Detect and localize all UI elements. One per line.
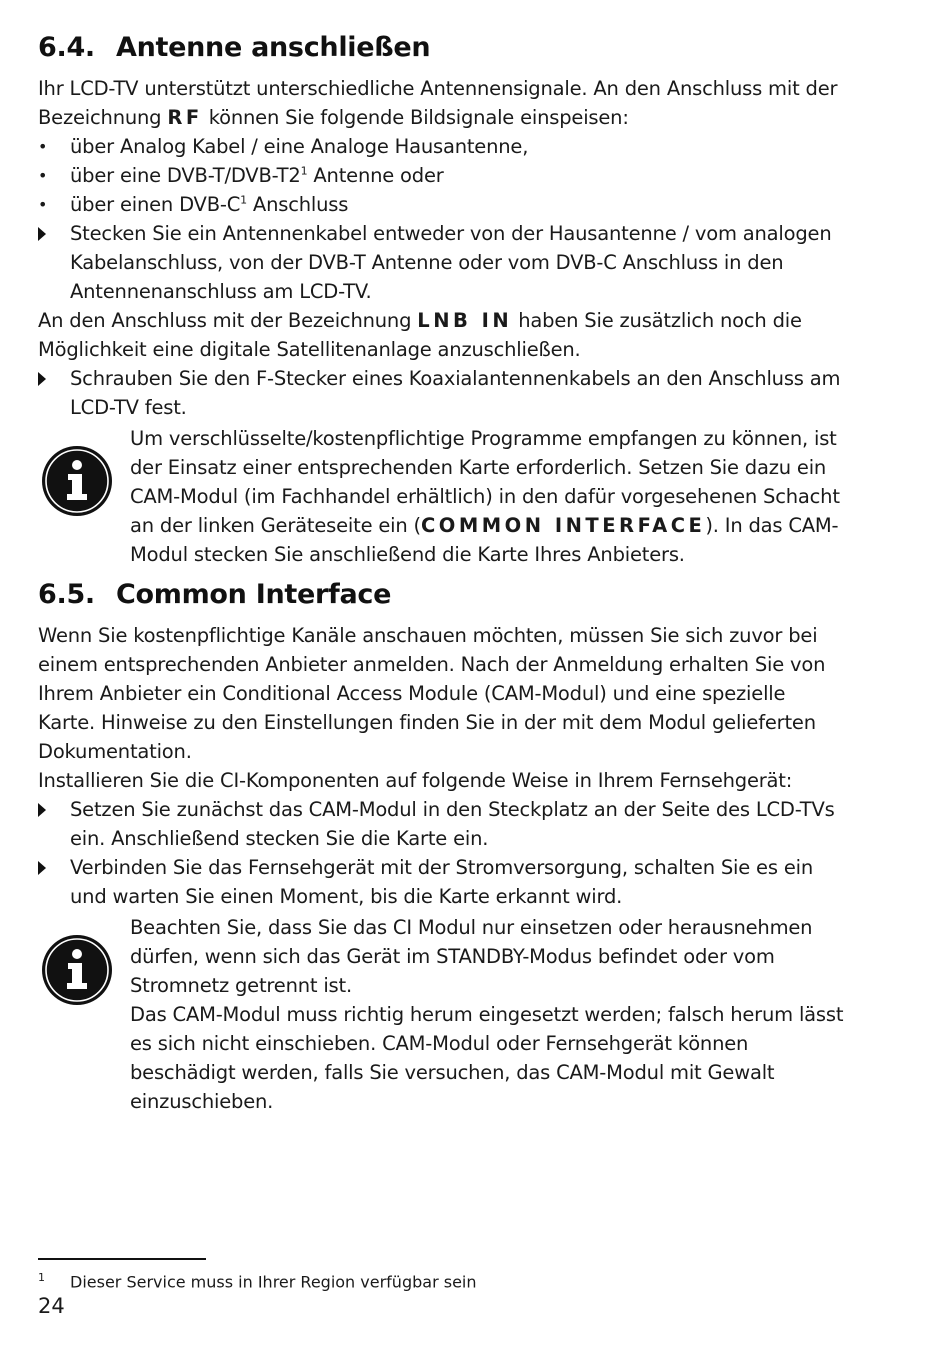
instruction-step: Setzen Sie zunächst das CAM-Modul in den Steckplatz an der Seite des LCD-TVs ein. Anschließend stecken Sie die Karte ein. xyxy=(38,795,848,853)
info-icon xyxy=(40,933,114,1007)
instruction-step: Stecken Sie ein Antennenkabel entweder von der Hausantenne / vom analogen Kabelanschluss, von der DVB-T Antenne oder vom DVB-C Anschluss in den Antennenanschluss am LCD-TV. xyxy=(38,219,848,306)
instruction-list xyxy=(38,364,848,422)
footnote-ref: 1 xyxy=(300,164,308,178)
paragraph-lnb: An den Anschluss mit der Bezeichnung LNB IN haben Sie zusätzlich noch die Möglichkeit eine digitale Satellitenanlage anzuschließen. xyxy=(38,309,802,361)
page-number: 24 xyxy=(38,1294,65,1318)
section-title: Antenne anschließen xyxy=(116,32,431,63)
note-paragraph: Beachten Sie, dass Sie das CI Modul nur einsetzen oder herausnehmen dürfen, wenn sich das Gerät im STANDBY-Modus befindet oder vom Stromnetz getrennt ist. xyxy=(130,916,813,997)
section-title: Common Interface xyxy=(116,579,392,610)
footnote-ref: 1 xyxy=(240,193,247,207)
section-heading-6-5 xyxy=(38,575,848,615)
section-number: 6.5. xyxy=(38,579,95,610)
triangle-right-icon xyxy=(38,861,46,875)
section-6-5 xyxy=(38,575,848,1116)
note-paragraph: Das CAM-Modul muss richtig herum eingesetzt werden; falsch herum lässt es sich nicht einschieben. CAM-Modul oder Fernsehgerät können beschädigt werden, falls Sie versuchen, das CAM-Modul mit Gewalt einzuschieben. xyxy=(130,1003,844,1113)
paragraph-install: Installieren Sie die CI-Komponenten auf folgende Weise in Ihrem Fernsehgerät: xyxy=(38,769,793,792)
footnote-divider xyxy=(38,1258,206,1260)
info-icon xyxy=(40,444,114,518)
footnote xyxy=(38,1266,477,1294)
list-item: • über einen DVB-$C^1$ Anschluss xyxy=(38,190,848,219)
section-number: 6.4. xyxy=(38,32,95,63)
triangle-right-icon xyxy=(38,227,46,241)
footnote-text: Dieser Service muss in Ihrer Region verfügbar sein xyxy=(70,1272,477,1292)
paragraph-intro: Wenn Sie kostenpflichtige Kanäle anschauen möchten, müssen Sie sich zuvor bei einem entsprechenden Anbieter anmelden. Nach der Anmeldung erhalten Sie von Ihrem Anbieter ein Conditional Access Module (CAM-Modul) und eine spezielle Karte. Hinweise zu den Einstellungen finden Sie in der mit dem Modul gelieferten Dokumentation. xyxy=(38,624,826,763)
instruction-step: Schrauben Sie den F-Stecker eines Koaxialantennenkabels an den Anschluss am LCD-TV fest. xyxy=(38,364,848,422)
triangle-right-icon xyxy=(38,372,46,386)
triangle-right-icon xyxy=(38,803,46,817)
footnote-mark: 1 xyxy=(38,1271,45,1284)
common-interface-label: COMMON INTERFACE xyxy=(420,514,706,537)
page-content xyxy=(38,28,848,1116)
lnb-label: LNB IN xyxy=(417,309,513,332)
section-heading-6-4 xyxy=(38,28,848,68)
list-item: • über Analog Kabel / eine Analoge Hausantenne, xyxy=(38,132,848,161)
instruction-step: Verbinden Sie das Fernsehgerät mit der Stromversorgung, schalten Sie es ein und warten Sie einen Moment, bis die Karte erkannt wird. xyxy=(38,853,848,911)
rf-label: RF xyxy=(167,106,203,129)
info-note xyxy=(38,913,848,1116)
list-item: • über eine DVB-$T/DVB-T2^1$ Antenne oder xyxy=(38,161,848,190)
instruction-list xyxy=(38,795,848,911)
paragraph-intro: Ihr LCD-TV unterstützt unterschiedliche Antennensignale. An den Anschluss mit der Bezeichnung RF können Sie folgende Bildsignale einspeisen: xyxy=(38,77,838,129)
signal-list xyxy=(38,132,848,306)
info-note: Um verschlüsselte/kostenpflichtige Programme empfangen zu können, ist der Einsatz einer entsprechenden Karte erforderlich. Setzen Sie dazu ein CAM-Modul (im Fachhandel erhältlich) in den dafür vorgesehenen Schacht an der linken Geräteseite ein (COMMON INTERFACE). In das CAM-Modul stecken Sie anschließend die Karte Ihres Anbieters. xyxy=(38,424,848,569)
